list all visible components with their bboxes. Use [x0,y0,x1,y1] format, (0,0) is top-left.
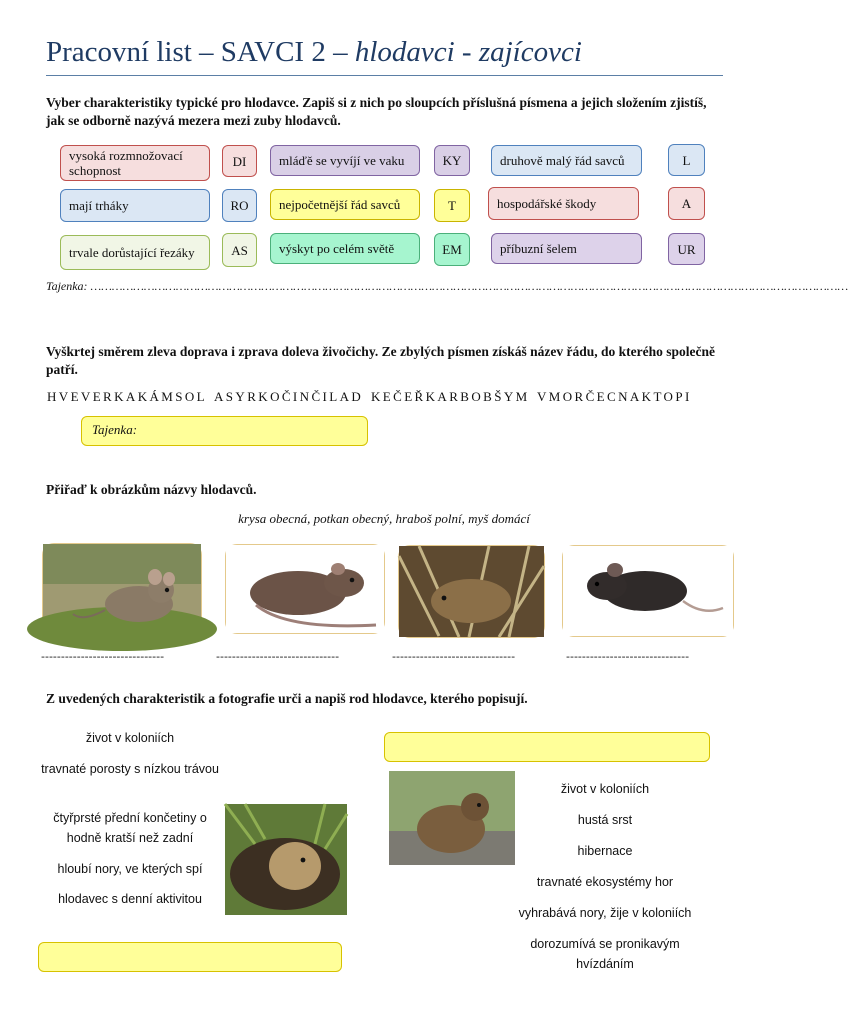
card-7-letter: AS [222,233,257,267]
answer-blank-1[interactable]: ------------------------------- [41,650,165,663]
card-2-text: mláďě se vyvíjí ve vaku [279,153,405,168]
card-3-letter: L [668,144,705,176]
card-9-text: příbuzní šelem [500,241,577,256]
left-trait-3: čtyřprsté přední končetiny o hodně kratší než zadní [53,811,207,845]
left-trait-5: hlodavec s denní aktivitou [58,892,202,906]
left-trait-1: život v koloniích [85,731,175,745]
card-4[interactable] [60,189,210,222]
card-6-letter: A [668,187,705,220]
card-5[interactable] [270,189,420,220]
task2-answer-field[interactable] [81,416,368,446]
card-1-text: vysoká rozmnožovací schopnost [69,148,183,178]
rat-photo-brown [225,544,385,634]
title-divider [46,75,723,76]
card-7-text: trvale dorůstající řezáky [69,245,195,260]
card-8[interactable] [270,233,420,264]
task4-instruction: Z uvedených charakteristik a fotografie urči a napiš rod hlodavce, kterého popisují. [46,691,528,706]
task2-tajenka-label: Tajenka: [92,422,138,437]
card-4-letter: RO [222,189,257,222]
right-trait-3: hibernace [577,844,633,858]
card-9[interactable] [491,233,642,264]
marmot-photo [389,771,515,865]
card-9-letter: UR [668,233,705,265]
task3-instruction: Přiřaď k obrázkům názvy hlodavců. [46,482,257,497]
mouse-photo [42,543,202,635]
rat-photo-black [562,545,734,637]
card-1[interactable] [60,145,210,181]
answer-blank-4[interactable]: ------------------------------- [566,650,690,663]
card-3-text: druhově malý řád savců [500,153,625,168]
task2-instruction: Vyškrtej směrem zleva doprava i zprava doleva živočichy. Ze zbylých písmen získáš název řádu, do kterého společně patří. [46,344,715,377]
right-trait-6: dorozumívá se pronikavým hvízdáním [530,937,680,971]
task1-instruction: Vyber charakteristiky typické pro hlodavce. Zapiš si z nich po sloupcích příslušná písmena a jejich složením zjistíš, jak se odborně nazývá mezera mezi zuby hlodavců. [46,95,707,128]
answer-field-left[interactable] [38,942,342,972]
task1-tajenka: Tajenka: …………………………………………………………………………………………………………………………………………………………………………………………… [46,279,848,293]
card-7[interactable] [60,235,210,270]
letter-sequence-3: KEČEŘKARBOBŠYM [371,389,530,404]
title-subtitle: hlodavci - zajícovci [354,36,582,68]
letter-sequence-1: HVEVERKAKÁMSOL [47,389,207,404]
letter-sequence-4: VMORČECNAKTOPI [537,389,692,404]
left-trait-2: travnaté porosty s nízkou trávou [41,762,219,776]
card-5-text: nejpočetnější řád savců [279,197,401,212]
card-2[interactable] [270,145,420,176]
card-4-text: mají trháky [69,198,129,213]
answer-blank-2[interactable]: ------------------------------- [216,650,340,663]
title-main: Pracovní list – SAVCI 2 – [46,36,355,68]
right-trait-4: travnaté ekosystémy hor [536,875,674,889]
letter-sequence-2: ASYRKOČINČILAD [214,389,364,404]
vole-photo [398,545,545,638]
card-8-letter: EM [434,233,470,266]
rodent-names: krysa obecná, potkan obecný, hraboš polní, myš domácí [238,511,530,526]
answer-field-right[interactable] [384,732,710,762]
card-3[interactable] [491,145,642,176]
right-trait-1: život v koloniích [560,782,650,796]
answer-blank-3[interactable]: ------------------------------- [392,650,516,663]
ground-squirrel-photo [225,804,347,915]
right-trait-2: hustá srst [577,813,633,827]
card-5-letter: T [434,189,470,222]
right-trait-5: vyhrabává nory, žije v koloniích [518,906,692,920]
card-1-letter: DI [222,145,257,177]
card-2-letter: KY [434,145,470,176]
page-title [46,36,582,69]
card-6-text: hospodářské škody [497,196,597,211]
left-trait-4: hloubí nory, ve kterých spí [57,862,203,876]
card-6[interactable] [488,187,639,220]
card-8-text: výskyt po celém světě [279,241,395,256]
